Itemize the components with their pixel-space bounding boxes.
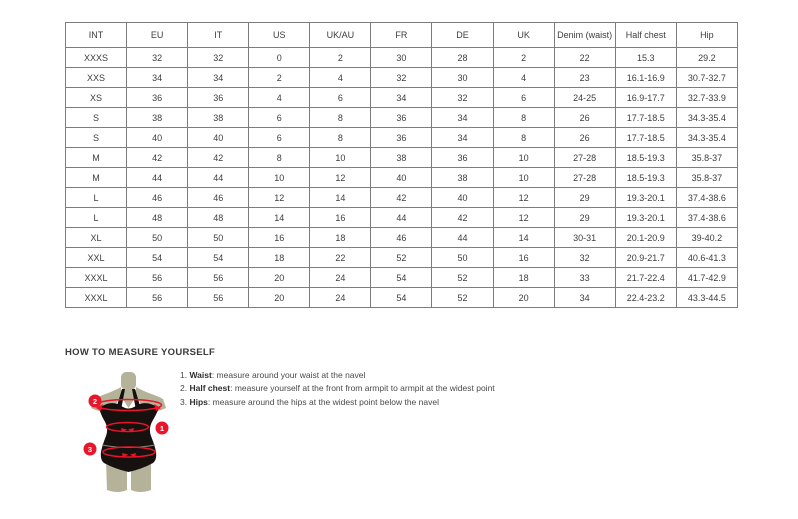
cell-uk: 4 (493, 68, 554, 88)
cell-fr: 42 (371, 188, 432, 208)
cell-us: 20 (249, 288, 310, 308)
cell-hip: 39-40.2 (676, 228, 737, 248)
table-row (66, 188, 738, 208)
table-row (66, 168, 738, 188)
cell-ukau: 4 (310, 68, 371, 88)
cell-denim: 29 (554, 188, 615, 208)
cell-half-chest: 21.7-22.4 (615, 268, 676, 288)
cell-half-chest: 20.9-21.7 (615, 248, 676, 268)
cell-us: 0 (249, 48, 310, 68)
cell-it: 44 (188, 168, 249, 188)
cell-denim: 30-31 (554, 228, 615, 248)
cell-ukau: 8 (310, 128, 371, 148)
cell-ukau: 24 (310, 288, 371, 308)
cell-fr: 40 (371, 168, 432, 188)
cell-fr: 52 (371, 248, 432, 268)
cell-denim: 26 (554, 128, 615, 148)
cell-it: 56 (188, 288, 249, 308)
cell-denim: 26 (554, 108, 615, 128)
cell-fr: 32 (371, 68, 432, 88)
table-row (66, 68, 738, 88)
column-header: EU (127, 23, 188, 48)
instruction-item (180, 383, 495, 396)
cell-de: 52 (432, 268, 493, 288)
cell-fr: 36 (371, 128, 432, 148)
instruction-number: 3. (180, 396, 188, 407)
instruction-text: : measure yourself at the front from armpit to armpit at the widest point (230, 383, 495, 394)
cell-it: 42 (188, 148, 249, 168)
cell-eu: 44 (127, 168, 188, 188)
cell-denim: 29 (554, 208, 615, 228)
cell-int: XL (66, 228, 127, 248)
cell-uk: 20 (493, 288, 554, 308)
table-row (66, 48, 738, 68)
cell-hip: 30.7-32.7 (676, 68, 737, 88)
cell-hip: 29.2 (676, 48, 737, 68)
cell-denim: 24-25 (554, 88, 615, 108)
cell-ukau: 14 (310, 188, 371, 208)
column-header: FR (371, 23, 432, 48)
cell-int: L (66, 188, 127, 208)
instruction-item (180, 397, 495, 410)
hips-badge-number: 3 (87, 444, 93, 454)
half-chest-badge-number: 2 (92, 396, 98, 406)
column-header: INT (66, 23, 127, 48)
cell-de: 36 (432, 148, 493, 168)
table-row (66, 288, 738, 308)
cell-half-chest: 17.7-18.5 (615, 108, 676, 128)
cell-denim: 32 (554, 248, 615, 268)
cell-int: S (66, 128, 127, 148)
cell-de: 34 (432, 128, 493, 148)
cell-de: 44 (432, 228, 493, 248)
cell-fr: 44 (371, 208, 432, 228)
table-row (66, 248, 738, 268)
cell-hip: 37.4-38.6 (676, 208, 737, 228)
cell-us: 4 (249, 88, 310, 108)
cell-hip: 34.3-35.4 (676, 128, 737, 148)
cell-eu: 46 (127, 188, 188, 208)
cell-uk: 10 (493, 168, 554, 188)
cell-de: 38 (432, 168, 493, 188)
cell-int: XXXL (66, 288, 127, 308)
cell-eu: 50 (127, 228, 188, 248)
cell-us: 10 (249, 168, 310, 188)
cell-half-chest: 18.5-19.3 (615, 168, 676, 188)
cell-half-chest: 16.9-17.7 (615, 88, 676, 108)
cell-denim: 33 (554, 268, 615, 288)
cell-eu: 56 (127, 288, 188, 308)
cell-us: 18 (249, 248, 310, 268)
cell-de: 34 (432, 108, 493, 128)
cell-fr: 30 (371, 48, 432, 68)
cell-half-chest: 15.3 (615, 48, 676, 68)
cell-us: 20 (249, 268, 310, 288)
table-row (66, 88, 738, 108)
cell-denim: 22 (554, 48, 615, 68)
cell-it: 32 (188, 48, 249, 68)
instruction-term: Waist (189, 370, 212, 380)
cell-ukau: 2 (310, 48, 371, 68)
cell-int: XXXS (66, 48, 127, 68)
cell-hip: 35.8-37 (676, 168, 737, 188)
waist-badge-number: 1 (159, 423, 165, 433)
instruction-text: : measure around the hips at the widest point below the navel (207, 396, 439, 407)
cell-int: XXS (66, 68, 127, 88)
cell-int: M (66, 148, 127, 168)
cell-int: S (66, 108, 127, 128)
instruction-item (180, 370, 495, 383)
cell-int: XS (66, 88, 127, 108)
cell-hip: 41.7-42.9 (676, 268, 737, 288)
cell-denim: 34 (554, 288, 615, 308)
instruction-term: Half chest (189, 383, 231, 394)
column-header: US (249, 23, 310, 48)
size-chart-table (65, 22, 738, 308)
cell-half-chest: 22.4-23.2 (615, 288, 676, 308)
cell-half-chest: 18.5-19.3 (615, 148, 676, 168)
cell-ukau: 24 (310, 268, 371, 288)
cell-it: 56 (188, 268, 249, 288)
cell-ukau: 10 (310, 148, 371, 168)
cell-it: 50 (188, 228, 249, 248)
cell-half-chest: 17.7-18.5 (615, 128, 676, 148)
measurement-figure (80, 368, 180, 503)
cell-eu: 38 (127, 108, 188, 128)
cell-hip: 34.3-35.4 (676, 108, 737, 128)
cell-de: 52 (432, 288, 493, 308)
cell-hip: 40.6-41.3 (676, 248, 737, 268)
cell-uk: 2 (493, 48, 554, 68)
table-row (66, 228, 738, 248)
cell-uk: 12 (493, 208, 554, 228)
cell-de: 30 (432, 68, 493, 88)
table-row (66, 108, 738, 128)
cell-eu: 32 (127, 48, 188, 68)
measure-instructions (180, 370, 495, 410)
cell-de: 40 (432, 188, 493, 208)
cell-ukau: 18 (310, 228, 371, 248)
cell-us: 2 (249, 68, 310, 88)
cell-hip: 35.8-37 (676, 148, 737, 168)
cell-fr: 46 (371, 228, 432, 248)
cell-eu: 40 (127, 128, 188, 148)
cell-uk: 8 (493, 128, 554, 148)
cell-eu: 56 (127, 268, 188, 288)
cell-eu: 42 (127, 148, 188, 168)
cell-ukau: 6 (310, 88, 371, 108)
cell-half-chest: 19.3-20.1 (615, 208, 676, 228)
cell-uk: 10 (493, 148, 554, 168)
cell-hip: 37.4-38.6 (676, 188, 737, 208)
cell-uk: 8 (493, 108, 554, 128)
table-row (66, 208, 738, 228)
cell-ukau: 22 (310, 248, 371, 268)
cell-eu: 34 (127, 68, 188, 88)
column-header: UK/AU (310, 23, 371, 48)
cell-eu: 36 (127, 88, 188, 108)
cell-denim: 27-28 (554, 168, 615, 188)
cell-uk: 12 (493, 188, 554, 208)
cell-ukau: 16 (310, 208, 371, 228)
cell-fr: 36 (371, 108, 432, 128)
mannequin-illustration (80, 368, 180, 503)
cell-uk: 18 (493, 268, 554, 288)
cell-it: 34 (188, 68, 249, 88)
column-header: Half chest (615, 23, 676, 48)
cell-int: XXL (66, 248, 127, 268)
cell-denim: 27-28 (554, 148, 615, 168)
instruction-text: : measure around your waist at the navel (211, 370, 366, 380)
header-row (66, 23, 738, 48)
cell-uk: 16 (493, 248, 554, 268)
cell-int: M (66, 168, 127, 188)
cell-uk: 14 (493, 228, 554, 248)
cell-eu: 54 (127, 248, 188, 268)
cell-int: L (66, 208, 127, 228)
cell-us: 12 (249, 188, 310, 208)
cell-eu: 48 (127, 208, 188, 228)
cell-de: 42 (432, 208, 493, 228)
cell-denim: 23 (554, 68, 615, 88)
cell-fr: 34 (371, 88, 432, 108)
instruction-term: Hips (189, 396, 208, 407)
cell-us: 6 (249, 108, 310, 128)
column-header: IT (188, 23, 249, 48)
cell-it: 54 (188, 248, 249, 268)
cell-it: 36 (188, 88, 249, 108)
column-header: Hip (676, 23, 737, 48)
cell-fr: 38 (371, 148, 432, 168)
cell-us: 14 (249, 208, 310, 228)
cell-de: 28 (432, 48, 493, 68)
table-row (66, 148, 738, 168)
column-header: DE (432, 23, 493, 48)
cell-us: 8 (249, 148, 310, 168)
cell-us: 16 (249, 228, 310, 248)
table-body (66, 48, 738, 308)
cell-int: XXXL (66, 268, 127, 288)
table-row (66, 128, 738, 148)
section-heading: HOW TO MEASURE YOURSELF (65, 347, 216, 358)
table-row (66, 268, 738, 288)
cell-hip: 32.7-33.9 (676, 88, 737, 108)
cell-de: 32 (432, 88, 493, 108)
cell-fr: 54 (371, 288, 432, 308)
cell-uk: 6 (493, 88, 554, 108)
column-header: UK (493, 23, 554, 48)
cell-ukau: 12 (310, 168, 371, 188)
cell-ukau: 8 (310, 108, 371, 128)
cell-half-chest: 16.1-16.9 (615, 68, 676, 88)
cell-it: 38 (188, 108, 249, 128)
instruction-number: 2. (180, 383, 188, 394)
cell-us: 6 (249, 128, 310, 148)
cell-it: 40 (188, 128, 249, 148)
cell-half-chest: 20.1-20.9 (615, 228, 676, 248)
cell-fr: 54 (371, 268, 432, 288)
cell-it: 46 (188, 188, 249, 208)
cell-half-chest: 19.3-20.1 (615, 188, 676, 208)
cell-de: 50 (432, 248, 493, 268)
instruction-number: 1. (180, 370, 188, 380)
cell-it: 48 (188, 208, 249, 228)
cell-hip: 43.3-44.5 (676, 288, 737, 308)
table-header (66, 23, 738, 48)
column-header: Denim (waist) (554, 23, 615, 48)
